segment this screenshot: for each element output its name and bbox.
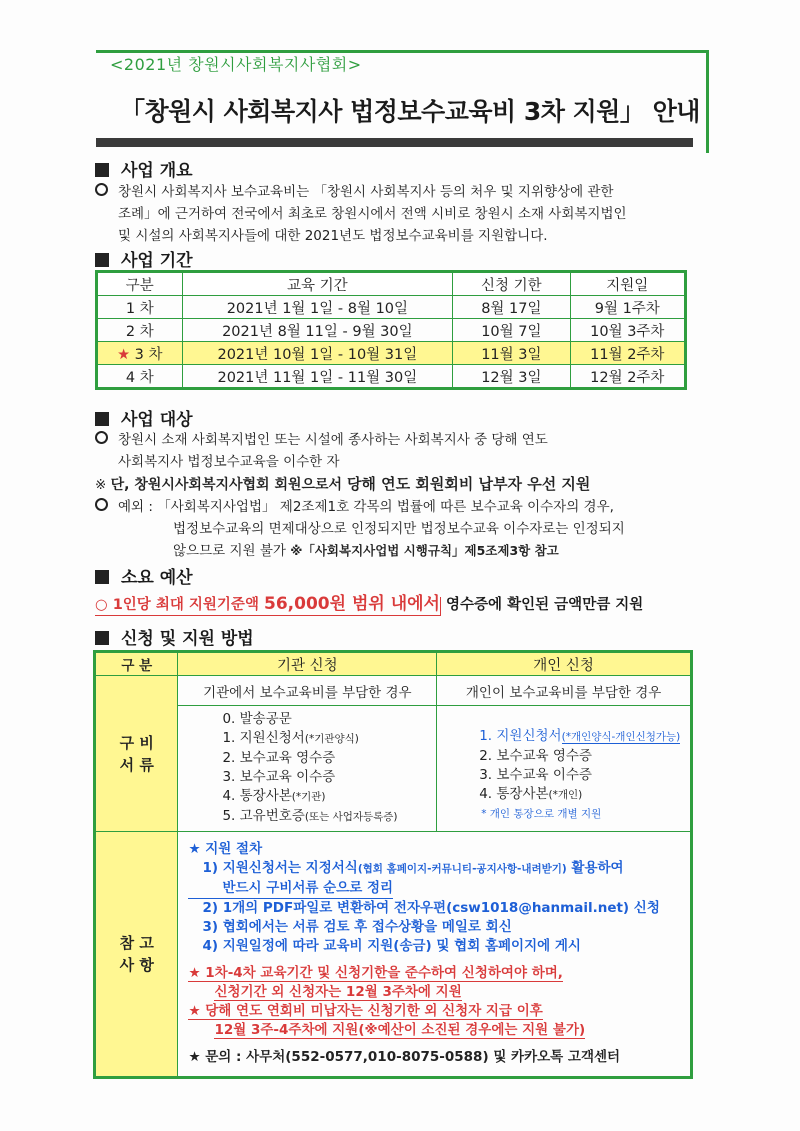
section-apply-heading: 신청 및 지원 방법 xyxy=(95,624,254,649)
table-row xyxy=(95,706,692,832)
table-row-highlighted: ★ 3 차 2021년 10월 1일 - 10월 31일 11월 3일 11월 2주차 xyxy=(97,342,686,365)
list-item: 4. 통장사본(*기관) xyxy=(222,788,326,804)
title-underline xyxy=(96,138,693,147)
header-subtitle: <2021년 창원시사회복지사협회> xyxy=(110,55,362,74)
list-item: 1. 지원신청서(*개인양식-개인신청가능) xyxy=(479,728,681,744)
table-row: 4 차 2021년 11월 1일 - 11월 30일 12월 3일 12월 2주차 xyxy=(97,365,686,389)
section-overview-heading: 사업 개요 xyxy=(95,156,193,181)
circle-bullet-icon xyxy=(95,431,108,444)
ind-docs-footnote: * 개인 통장으로 개별 지원 xyxy=(481,808,602,820)
star-icon: ★ xyxy=(117,346,131,363)
table-header-row: 구 분 기관 신청 개인 신청 xyxy=(95,652,692,676)
table-row: 2 차 2021년 8월 11일 - 9월 30일 10월 7일 10월 3주차 xyxy=(97,319,686,342)
table-header-row xyxy=(97,272,686,296)
table-row: 1 차 2021년 1월 1일 - 8월 10일 8월 17일 9월 1주차 xyxy=(97,296,686,319)
list-item: 1. 지원신청서(*기관양식) xyxy=(222,730,359,746)
list-item: 2. 보수교육 영수증 xyxy=(479,748,592,764)
col-header: 구분 xyxy=(97,272,183,296)
list-item: 5. 고유번호증(또는 사업자등록증) xyxy=(222,808,398,824)
square-bullet-icon xyxy=(95,631,109,645)
list-item: 2. 보수교육 영수증 xyxy=(222,750,336,766)
overview-text: 창원시 사회복지사 보수교육비는 「창원시 사회복지사 등의 처우 및 지위향상에 관한 조례」에 근거하여 전국에서 최초로 창원시에서 전액 시비로 창원시 소재 사회복지법인 및 시설의 사회복지사들에 대한 2021년도 법정보수교육비를 지원합니다. xyxy=(95,181,627,247)
circle-bullet-icon xyxy=(95,183,108,196)
apply-table xyxy=(93,650,693,1079)
col-header: 교육 기간 xyxy=(182,272,453,296)
org-docs-list xyxy=(178,706,437,832)
square-bullet-icon xyxy=(95,412,109,426)
section-budget-heading: 소요 예산 xyxy=(95,563,193,588)
contact-info: ★ 문의 : 사무처(552-0577,010-8075-0588) 및 카카오톡 고객센터 xyxy=(188,1048,621,1065)
ind-docs-list xyxy=(437,706,692,832)
schedule-table xyxy=(95,270,687,390)
page-title: 「창원시 사회복지사 법정보수교육비 3차 지원」 안내 xyxy=(120,97,700,126)
square-bullet-icon xyxy=(95,253,109,267)
square-bullet-icon xyxy=(95,163,109,177)
table-row: 참 고 사 항 ★ 지원 절차 1) 지원신청서는 지정서식(협회 홈페이지-커뮤니티-공지사항-내려받기) 활용하여 반드시 구비서류 순으로 정리 2) 1개의 PDF파일로 변환하여 전자우편(csw1018@hanmail.net) 신청 3) 협회에서는 서류 검토 후 접수상황을 메일로 회신 4) 지원일정에 따라 교육비 지원(송금) 및 협회 홈페이지에 게시 ★ 1차-4차 교육기간 및 신청기한을 준수하여 신청하여야 하며, 신청기간 외 신청자는 12월 3주차에 지원 ★ 당해 연도 연회비 미납자는 신청기한 외 신청자 지급 이후 12월 3주-4주차에 지원(※예산이 소진된 경우에는 지원 불가) ★ 문의 : 사무처(552-0577,010-8075-0588) 및 카카오톡 고객센터 xyxy=(95,832,692,1078)
col-header: 신청 기한 xyxy=(453,272,570,296)
section-period-heading: 사업 기간 xyxy=(95,246,193,271)
section-target-heading: 사업 대상 xyxy=(95,405,193,430)
target-text: 창원시 소재 사회복지법인 또는 시설에 종사하는 사회복지사 중 당해 연도 사회복지사 법정보수교육을 이수한 자 ※ 단, 창원시사회복지사협회 회원으로서 당해 연도 회원회비 납부자 우선 지원 예외 : 「사회복지사업법」 제2조제1호 각목의 법률에 따른 보수교육 이수자의 경우, 법정보수교육의 면제대상으로 인정되지만 법정보수교육 이수자로는 인정되지 않으므로 지원 불가 ※「사회복지사업법 시행규칙」제5조제3항 참고 xyxy=(95,432,625,559)
list-item: 3. 보수교육 이수증 xyxy=(222,769,336,785)
square-bullet-icon xyxy=(95,570,109,584)
list-item: 3. 보수교육 이수증 xyxy=(479,767,592,783)
list-item: 4. 통장사본(*개인) xyxy=(479,786,583,802)
circle-bullet-icon xyxy=(95,498,108,511)
list-item: 0. 발송공문 xyxy=(222,711,292,727)
table-row: 구 비 서 류 기관에서 보수교육비를 부담한 경우 개인이 보수교육비를 부담한 경우 xyxy=(95,676,692,706)
budget-text: ○ 1인당 최대 지원기준액 56,000원 범위 내에서 영수증에 확인된 금액만큼 지원 xyxy=(95,594,644,614)
col-header: 지원일 xyxy=(570,272,685,296)
reference-notes: ★ 지원 절차 1) 지원신청서는 지정서식(협회 홈페이지-커뮤니티-공지사항-내려받기) 활용하여 반드시 구비서류 순으로 정리 2) 1개의 PDF파일로 변환하여 전자우편(csw1018@hanmail.net) 신청 3) 협회에서는 서류 검토 후 접수상황을 메일로 회신 4) 지원일정에 따라 교육비 지원(송금) 및 협회 홈페이지에 게시 ★ 1차-4차 교육기간 및 신청기한을 준수하여 신청하여야 하며, 신청기간 외 신청자는 12월 3주차에 지원 ★ 당해 연도 연회비 미납자는 신청기한 외 신청자 지급 이후 12월 3주-4주차에 지원(※예산이 소진된 경우에는 지원 불가) ★ 문의 : 사무처(552-0577,010-8075-0588) 및 카카오톡 고객센터 xyxy=(178,832,692,1078)
